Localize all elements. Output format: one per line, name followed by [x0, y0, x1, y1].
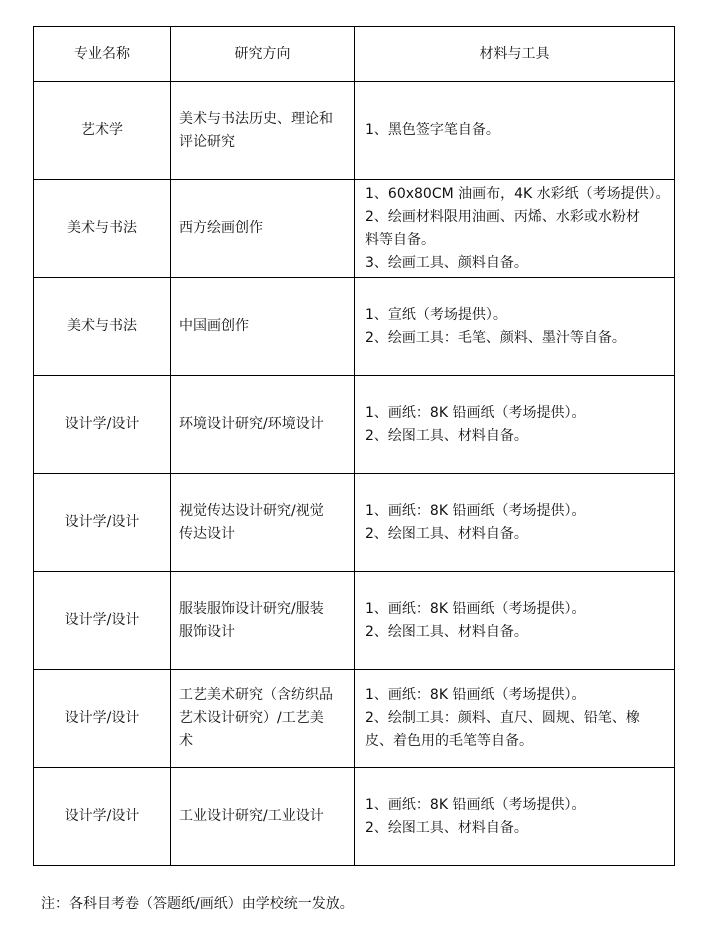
- major-cell: 设计学/设计: [34, 670, 171, 768]
- materials-line: 1、画纸：8K 铅画纸（考场提供）。: [365, 404, 586, 421]
- direction-cell: [171, 474, 355, 572]
- materials-line: 2、绘图工具、材料自备。: [365, 819, 528, 836]
- major-cell: 美术与书法: [34, 180, 171, 278]
- materials-cell: [355, 180, 675, 278]
- materials-cell: [355, 82, 675, 180]
- major-cell: 美术与书法: [34, 278, 171, 376]
- materials-table: [33, 26, 675, 866]
- major-cell: 设计学/设计: [34, 474, 171, 572]
- header-direction: 研究方向: [171, 27, 355, 82]
- materials-line: 2、绘图工具、材料自备。: [365, 623, 528, 640]
- materials-line: 皮、着色用的毛笔等自备。: [365, 733, 533, 749]
- materials-line: 3、绘画工具、颜料自备。: [365, 254, 528, 271]
- direction-line: 中国画创作: [179, 318, 249, 334]
- materials-line: 2、绘图工具、材料自备。: [365, 525, 528, 542]
- table-row: [34, 572, 675, 670]
- direction-line: 传达设计: [179, 525, 235, 542]
- direction-line: 美术与书法历史、理论和: [179, 110, 333, 127]
- direction-cell: [171, 278, 355, 376]
- direction-cell: [171, 670, 355, 768]
- major-cell: 设计学/设计: [34, 376, 171, 474]
- table-row: [34, 376, 675, 474]
- materials-cell: [355, 768, 675, 866]
- footnote: 注：各科目考卷（答题纸/画纸）由学校统一发放。: [41, 896, 354, 912]
- materials-line: 2、绘画工具：毛笔、颜料、墨汁等自备。: [365, 329, 626, 346]
- direction-line: 服饰设计: [179, 623, 235, 640]
- direction-line: 西方绘画创作: [179, 220, 263, 236]
- table-row: [34, 180, 675, 278]
- materials-cell: [355, 278, 675, 376]
- direction-line: 环境设计研究/环境设计: [179, 416, 324, 432]
- materials-line: 料等自备。: [365, 231, 435, 248]
- direction-line: 艺术设计研究）/工艺美: [179, 710, 324, 726]
- header-major: 专业名称: [34, 27, 171, 82]
- table-body: [34, 82, 675, 866]
- direction-line: 工艺美术研究（含纺织品: [179, 687, 333, 703]
- direction-line: 术: [179, 733, 193, 749]
- table-row: [34, 82, 675, 180]
- materials-line: 2、绘画材料限用油画、丙烯、水彩或水粉材: [365, 208, 640, 225]
- materials-line: 1、画纸：8K 铅画纸（考场提供）。: [365, 502, 586, 519]
- materials-cell: [355, 670, 675, 768]
- materials-line: 1、60x80CM 油画布，4K 水彩纸（考场提供）。: [365, 185, 670, 202]
- direction-cell: [171, 82, 355, 180]
- materials-line: 1、宣纸（考场提供）。: [365, 306, 507, 323]
- direction-line: 评论研究: [179, 133, 235, 150]
- major-cell: 设计学/设计: [34, 572, 171, 670]
- header-materials: 材料与工具: [355, 27, 675, 82]
- direction-cell: [171, 572, 355, 670]
- direction-cell: [171, 768, 355, 866]
- direction-cell: [171, 376, 355, 474]
- materials-cell: [355, 474, 675, 572]
- materials-line: 2、绘图工具、材料自备。: [365, 427, 528, 444]
- table-row: [34, 768, 675, 866]
- direction-line: 服装服饰设计研究/服装: [179, 600, 324, 617]
- direction-line: 工业设计研究/工业设计: [179, 808, 324, 824]
- materials-cell: [355, 572, 675, 670]
- table-row: [34, 670, 675, 768]
- direction-cell: [171, 180, 355, 278]
- table-row: [34, 278, 675, 376]
- materials-line: 2、绘制工具：颜料、直尺、圆规、铅笔、橡: [365, 710, 640, 726]
- materials-cell: [355, 376, 675, 474]
- materials-line: 1、画纸：8K 铅画纸（考场提供）。: [365, 600, 586, 617]
- direction-line: 视觉传达设计研究/视觉: [179, 502, 324, 519]
- major-cell: 设计学/设计: [34, 768, 171, 866]
- materials-line: 1、画纸：8K 铅画纸（考场提供）。: [365, 796, 586, 813]
- table-row: [34, 474, 675, 572]
- materials-line: 1、画纸：8K 铅画纸（考场提供）。: [365, 687, 586, 703]
- table-header-row: [34, 27, 675, 82]
- materials-line: 1、黑色签字笔自备。: [365, 122, 500, 138]
- major-cell: 艺术学: [34, 82, 171, 180]
